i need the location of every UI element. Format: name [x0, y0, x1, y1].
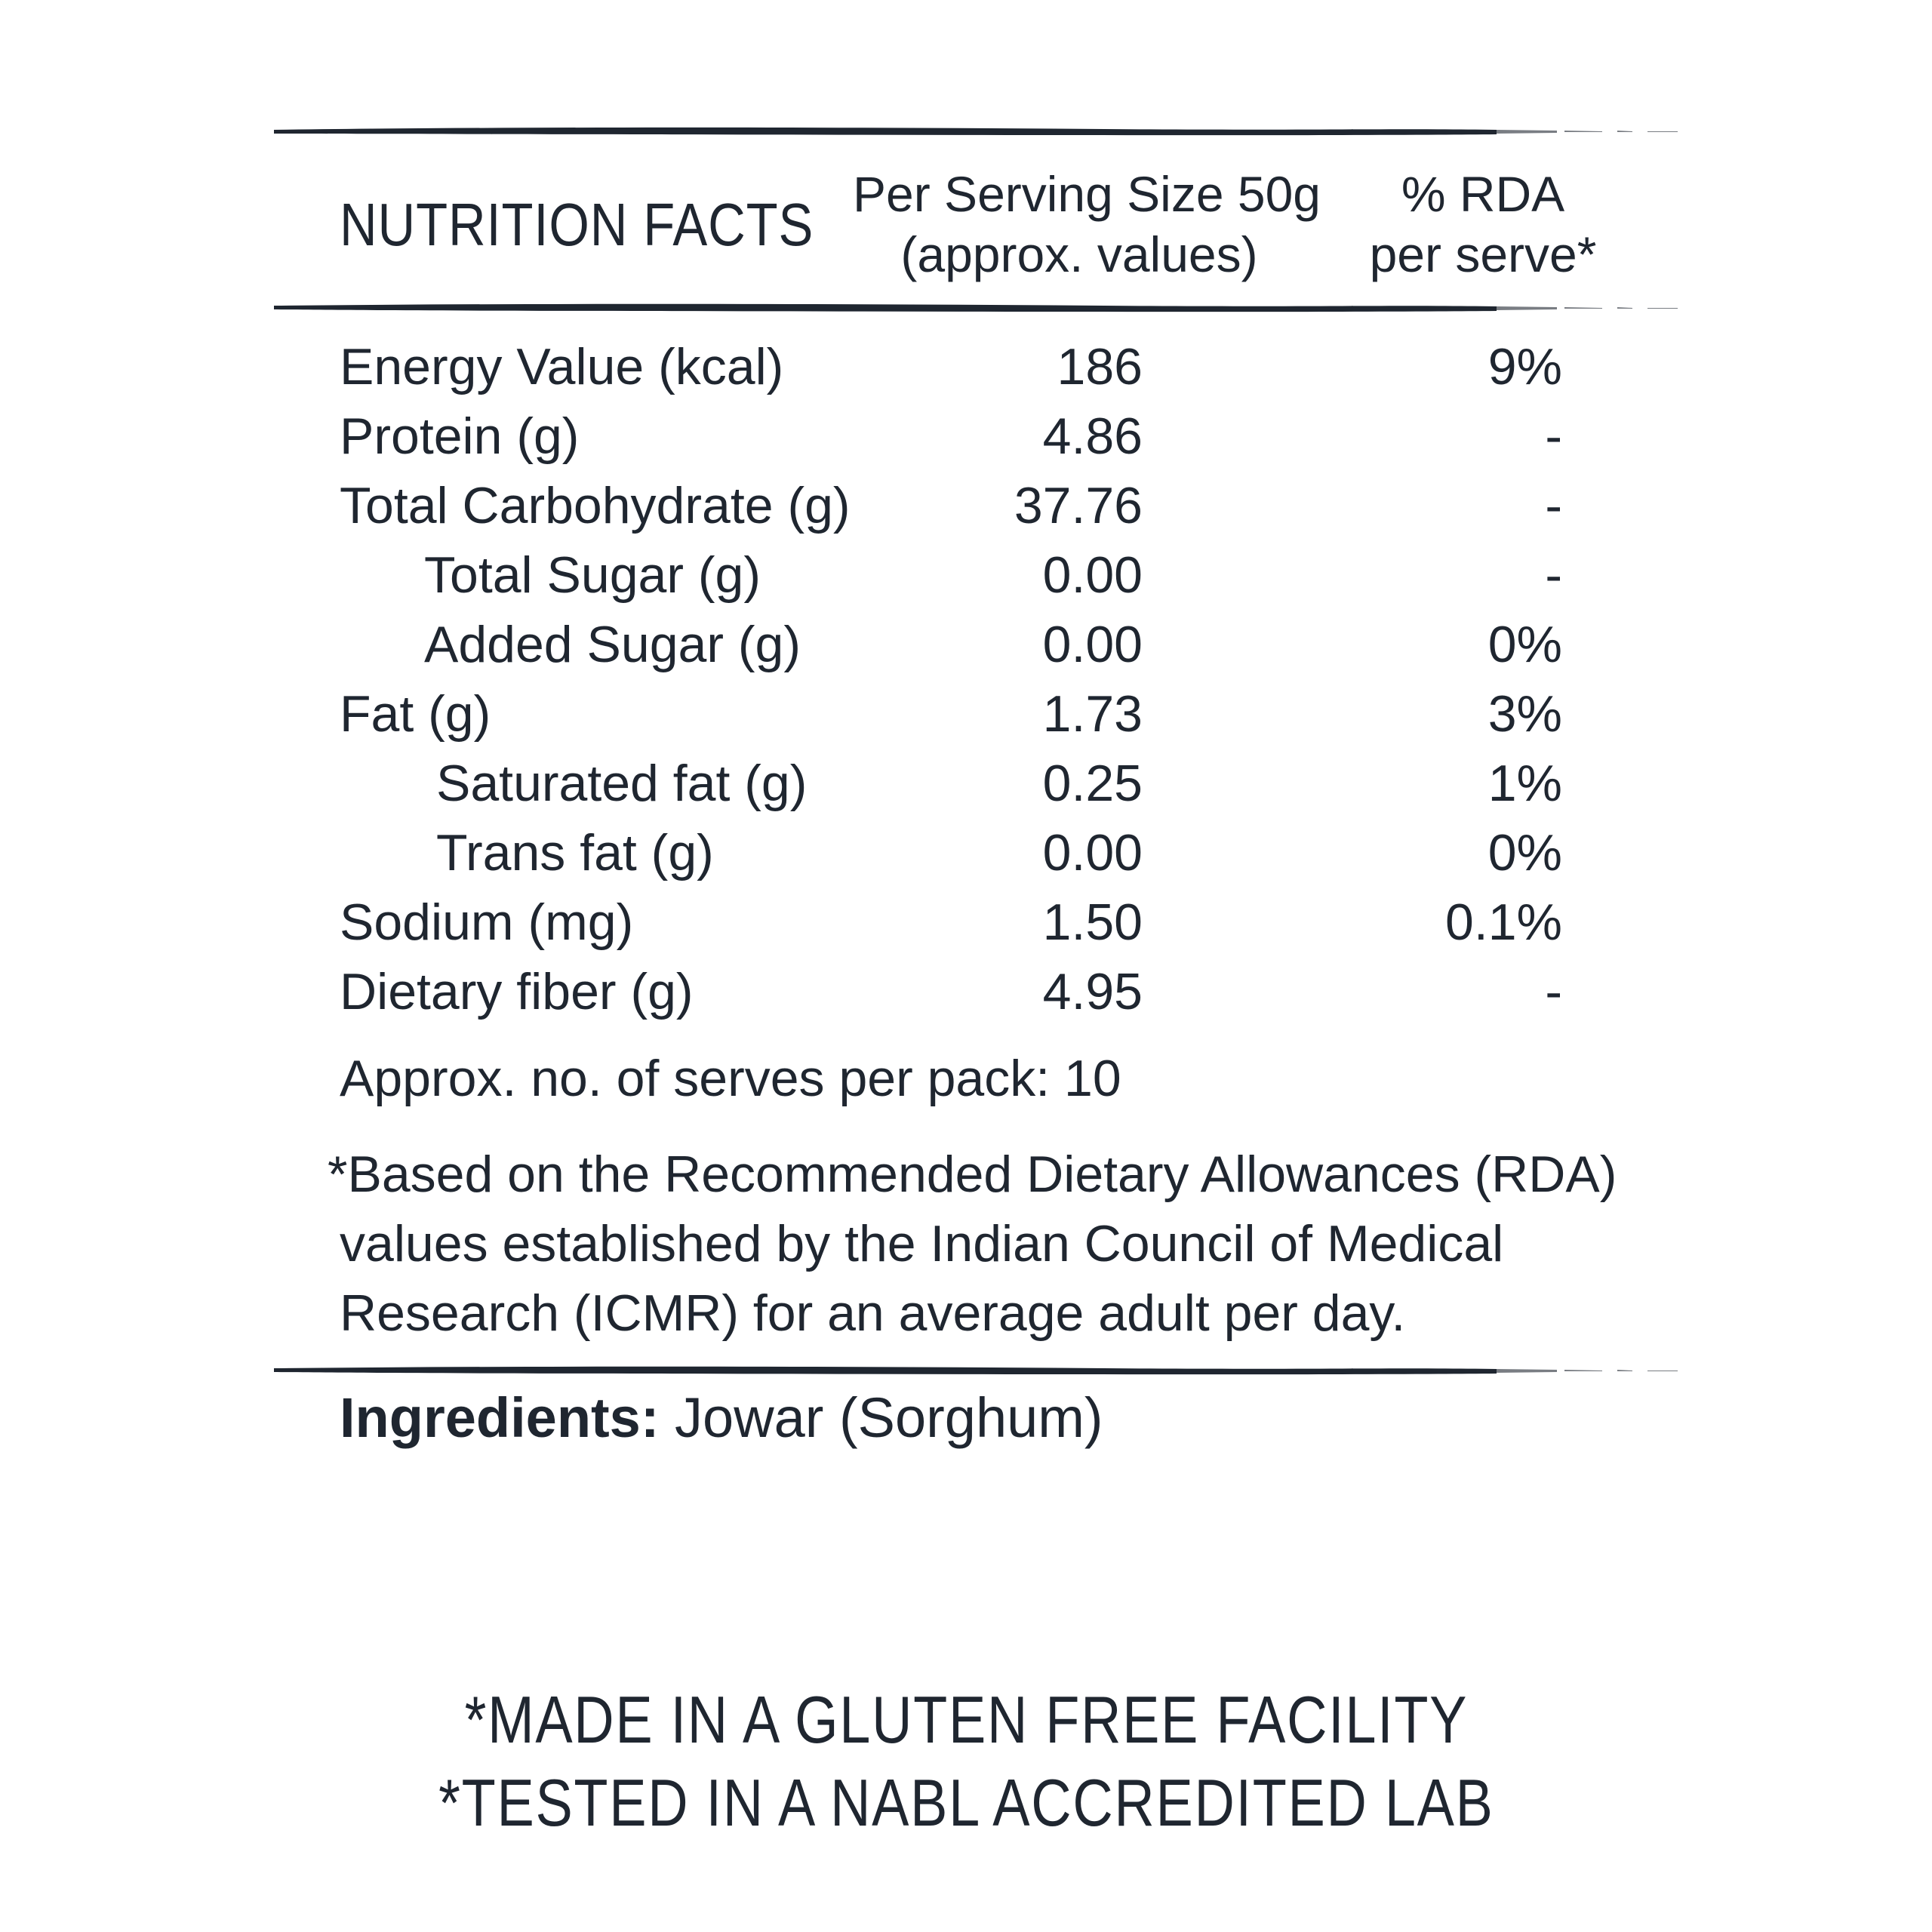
table-row	[340, 610, 1562, 679]
nutrient-value: 37.76	[1014, 477, 1143, 534]
nabl-lab-claim	[0, 1764, 1932, 1841]
table-row	[340, 679, 1562, 749]
nutrient-rda: 0%	[1487, 616, 1562, 673]
nutrient-rda: 0%	[1487, 824, 1562, 881]
nutrient-name: Saturated fat (g)	[436, 755, 808, 812]
header-divider	[274, 299, 1679, 317]
table-row	[340, 749, 1562, 818]
serving-line-1: Per Serving Size 50g	[853, 166, 1321, 222]
nutrient-name: Dietary fiber (g)	[340, 963, 694, 1020]
nutrient-rda: 3%	[1487, 685, 1562, 743]
footnote-line-3: Research (ICMR) for an average adult per day.	[340, 1284, 1406, 1342]
nutrient-rda: -	[1545, 408, 1562, 465]
table-row	[340, 540, 1562, 610]
nutrient-value: 0.00	[1042, 616, 1143, 673]
nutrient-name: Added Sugar (g)	[424, 616, 801, 673]
gluten-free-claim	[0, 1681, 1932, 1758]
nutrient-value: 186	[1057, 338, 1143, 395]
table-row	[340, 401, 1562, 471]
table-row	[340, 957, 1562, 1026]
nutrient-rda: 1%	[1487, 755, 1562, 812]
ingredients-label: Ingredients:	[340, 1386, 660, 1449]
ingredients	[340, 1386, 1103, 1450]
nutrition-facts-title	[340, 190, 891, 260]
nutrient-rda: 0.1%	[1445, 894, 1562, 951]
serving-size-header	[853, 164, 1321, 285]
nutrient-name: Energy Value (kcal)	[340, 338, 784, 395]
ingredients-divider	[274, 1361, 1679, 1380]
nutrient-value: 0.25	[1042, 755, 1143, 812]
claim-text-1: *MADE IN A GLUTEN FREE FACILITY	[464, 1682, 1468, 1757]
footnote-line-2: values established by the Indian Council of Medical	[340, 1215, 1504, 1272]
ingredients-value: Jowar (Sorghum)	[675, 1386, 1103, 1449]
nutrient-name: Trans fat (g)	[436, 824, 714, 881]
nutrient-value: 4.86	[1042, 408, 1143, 465]
nutrient-value: 0.00	[1042, 546, 1143, 604]
nutrient-value: 1.73	[1042, 685, 1143, 743]
claim-text-2: *TESTED IN A NABL ACCREDITED LAB	[438, 1765, 1494, 1840]
rda-header	[1358, 164, 1607, 285]
nutrient-rda: -	[1545, 546, 1562, 604]
rda-footnote	[328, 1140, 1617, 1348]
footnote-line-1: *Based on the Recommended Dietary Allowances (RDA)	[328, 1146, 1617, 1203]
nutrient-rda: 9%	[1487, 338, 1562, 395]
nutrient-name: Fat (g)	[340, 685, 491, 743]
rda-line-2: per serve*	[1369, 226, 1597, 282]
table-row	[340, 471, 1562, 540]
nutrient-rda: -	[1545, 963, 1562, 1020]
nutrient-value: 1.50	[1042, 894, 1143, 951]
top-divider	[274, 122, 1679, 140]
table-row	[340, 888, 1562, 957]
rda-line-1: % RDA	[1401, 166, 1565, 222]
nutrient-value: 4.95	[1042, 963, 1143, 1020]
table-row	[340, 818, 1562, 888]
serving-line-2: (approx. values)	[900, 226, 1258, 282]
serves-per-pack: Approx. no. of serves per pack: 10	[340, 1050, 1121, 1107]
nutrient-name: Total Carbohydrate (g)	[340, 477, 851, 534]
title-text: NUTRITION FACTS	[340, 191, 814, 258]
nutrient-value: 0.00	[1042, 824, 1143, 881]
nutrient-name: Sodium (mg)	[340, 894, 634, 951]
nutrient-name: Protein (g)	[340, 408, 580, 465]
nutrient-rda: -	[1545, 477, 1562, 534]
nutrient-name: Total Sugar (g)	[424, 546, 761, 604]
table-row	[340, 332, 1562, 401]
